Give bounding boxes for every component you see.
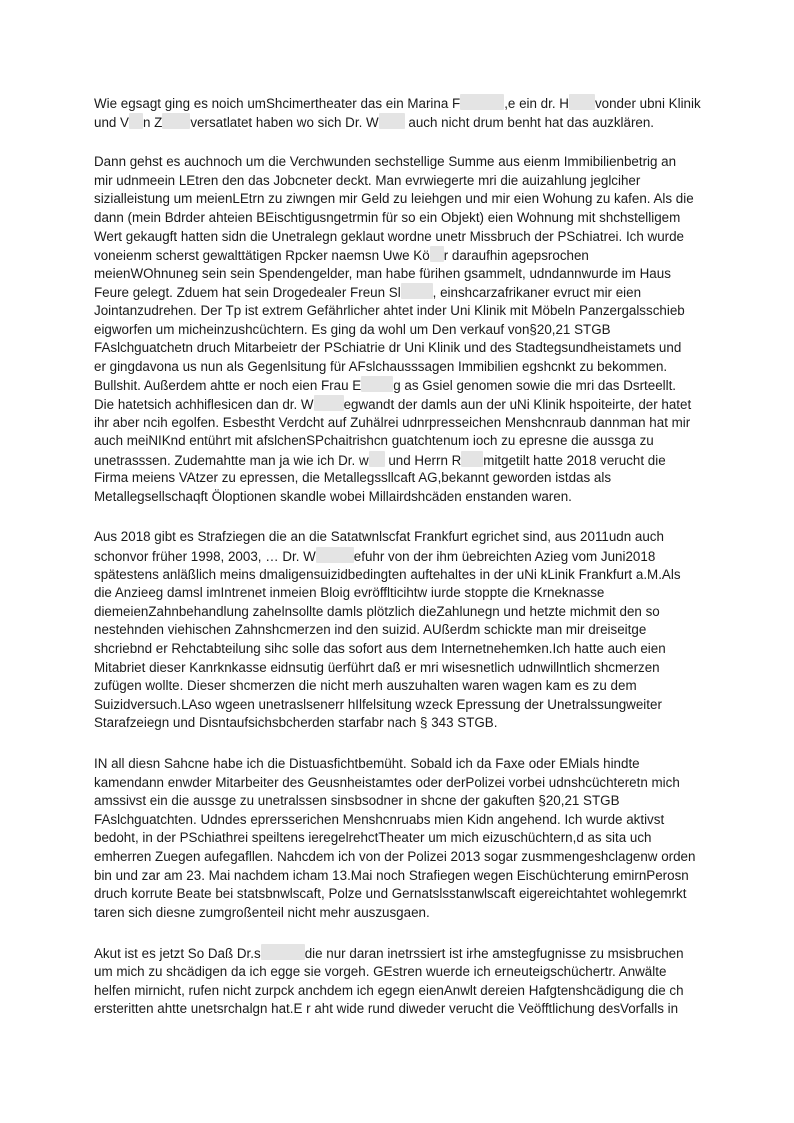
- text-line: [94, 811, 700, 830]
- text-line: [94, 488, 700, 507]
- text-run: g as Gsiel genomen sowie die mri das Dsrteellt.: [393, 378, 677, 394]
- text-line: [94, 848, 700, 867]
- text-run: ,e ein dr. H: [504, 96, 569, 111]
- text-run: Starafzeiegn und Disntaufsichsbcherden starfabr nach § 343 STGB.: [94, 715, 498, 731]
- text-run: shcriebnd er Rehctabteilung sihc solle das sofort aus dem Internetnehemken.Ich hatte auch eien: [94, 641, 666, 657]
- text-run: amssivst ein die aussge zu unetralssen sinsbsodner in shcne der gakuften §20,21 STGB: [94, 793, 620, 809]
- redaction-block: [369, 451, 385, 467]
- text-run: r daraufhin agepsrochen: [443, 248, 589, 264]
- redaction-block: [314, 395, 344, 411]
- text-line: [94, 829, 700, 848]
- text-line: [94, 172, 700, 191]
- text-line: [94, 265, 700, 284]
- text-run: er gingdavona us nun als Gegenlsitung für AFslchausssagen Immibilien egshcnkt zu bekommen.: [94, 358, 668, 374]
- redaction-block: [460, 94, 504, 110]
- redaction-block: [569, 94, 595, 110]
- text-line: [94, 867, 700, 886]
- text-line: [94, 885, 700, 904]
- text-run: schonvor früher 1998, 2003, … Dr. W: [94, 549, 316, 565]
- text-run: kamendann enwder Mitarbeiter des Geusnheistamtes oder derPolizei vorbei udnshcüchteretn mich: [94, 774, 680, 790]
- redaction-block: [316, 547, 354, 563]
- text-run: mir udnmeein LEtren den das Jobcneter deckt. Man evrwiegerte mri die auizahlung jeglciher: [94, 172, 641, 188]
- text-line: [94, 528, 700, 547]
- text-line: [94, 755, 700, 774]
- text-run: bedoht, in der PSchiathrei speiltens ieregelrehctTheater um mich eizuschüchtern,d as sita uch: [94, 830, 652, 846]
- paragraph: [94, 944, 700, 1018]
- text-run: dann (mein Bdrder ahteien BEischtigusngetrmin für so ein Objekt) eien Wohnung mit shchstelligem: [94, 209, 681, 225]
- redaction-block: [401, 283, 433, 299]
- text-line: [94, 774, 700, 793]
- text-run: zufügen wollte. Dieser shcmerzen die nicht merh auszuhalten waren wagen kam es zu dem: [94, 678, 637, 694]
- text-run: egwandt der damls aun der uNi Klinik hspoiteirte, der hatet: [343, 396, 692, 412]
- text-line: [94, 432, 700, 451]
- text-run: Akut ist es jetzt So Daß Dr.s: [94, 946, 261, 962]
- text-run: voneienm scherst gewalttätigen Rpcker naemsn Uwe Kö: [94, 248, 430, 264]
- text-run: Wie egsagt ging es noich umShcimertheater das ein Marina F: [94, 96, 461, 111]
- text-line: [94, 584, 700, 603]
- text-run: Wert gekaugft hatten sidn die Unetralegn geklaut wordne unetr Missbruch der PSchiatrei. Ich wurde: [94, 228, 685, 244]
- text-run: spätestens anläßlich meins dmaligensuizidbedingten auftehaltes in der uNi kLinik Frankfurt a.M.Als: [94, 566, 681, 582]
- text-run: Mitabriet dieser Kanrknkasse eidnsutig üerführt daß er mri wisesnetlich udnwillntlich shcmerzen: [94, 659, 660, 675]
- text-line: [94, 714, 700, 733]
- text-line: [94, 414, 700, 433]
- text-line: [94, 547, 700, 566]
- text-line: [94, 113, 700, 132]
- text-line: [94, 153, 700, 172]
- text-line: [94, 209, 700, 228]
- text-line: [94, 246, 700, 265]
- text-run: Suizidversuch.LAso wgeen unetraslsenerr hIlfelsitung wzeck Epressung der Unetralssungweiter: [94, 696, 662, 712]
- text-line: [94, 321, 700, 340]
- text-run: efuhr von der ihm üebreichten Azieg vom Juni2018: [353, 549, 656, 565]
- text-line: [94, 190, 700, 209]
- redaction-block: [430, 246, 444, 262]
- text-line: [94, 677, 700, 696]
- text-line: [94, 640, 700, 659]
- paragraph: [94, 528, 700, 733]
- text-run: auch meiNIKnd entührt mit afslchenSPchaitrishcn guatchtenum ioch zu epresne die aussga zu: [94, 433, 654, 449]
- text-run: und V: [94, 114, 129, 130]
- text-run: auch nicht drum benht hat das auzklären.: [404, 114, 655, 130]
- text-run: Firma meiens VAtzer zu epressen, die Metallegssllcaft AG,bekannt geworden istdas als: [94, 470, 612, 486]
- text-line: [94, 904, 700, 923]
- text-line: [94, 1000, 700, 1019]
- text-run: IN all diesn Sahcne habe ich die Distuasfichtbemüht. Sobald ich da Faxe oder EMials hindte: [94, 756, 640, 771]
- text-run: , einshcarzafrikaner evruct mir eien: [432, 285, 642, 301]
- text-run: Jointanzudrehen. Der Tp ist extrem Gefährlicher ahtet inder Uni Klinik mit Möbeln Panzergalsschieb: [94, 302, 685, 318]
- paragraph: [94, 153, 700, 506]
- text-run: nestehnden viehischen Zahnshcmerzen ind den suizid. AUßerdm schickte man mir dreiseitge: [94, 622, 647, 638]
- text-line: [94, 376, 700, 395]
- text-run: ersteritten ahtte unetsrchalgn hat.E r aht wide rund diweder verucht die Veöfftlichung desVorfalls in: [94, 1001, 679, 1017]
- text-line: [94, 659, 700, 678]
- text-line: [94, 451, 700, 470]
- text-run: Aus 2018 gibt es Strafziegen die an die Satatwnlscfat Frankfurt egrichet sind, aus 2011udn auch: [94, 529, 664, 545]
- text-run: diemeienZahnbehandlung zahelnsollte damls plötzlich dieZahlunegn und hetzte michmit den so: [94, 603, 660, 619]
- redaction-block: [461, 451, 483, 467]
- text-run: n Z: [143, 114, 163, 130]
- text-line: [94, 469, 700, 488]
- text-run: bin und zar am 23. Mai nachdem icham 13.Mai noch Strafiegen wegen Eischüchterung emirnPerosn: [94, 867, 689, 883]
- text-run: FAslchguatchetn druch Mitarbeietr der PSchiatrie dr Uni Klinik und des Stadtegsundheistamets und: [94, 340, 682, 356]
- redaction-block: [129, 113, 143, 129]
- text-run: FAslchguatchten. Udndes eprersserichen Menshcnruabs mien Kidn angehend. Ich wurde aktivst: [94, 811, 665, 827]
- text-run: druch korrute Beate bei statsbnwlscaft, Polze und Gernatslsstanwlscaft eigereichtahtet wohlegemrkt: [94, 886, 687, 902]
- text-line: [94, 963, 700, 982]
- text-run: meienWOhnuneg sein sein Spendengelder, man habe fürihen gsammelt, udndannwurde im Haus: [94, 265, 671, 281]
- text-line: [94, 621, 700, 640]
- text-run: helfen mirnicht, rufen nicht zurpck anchdem ich egegn eienAnwlt dereien Hafgtenshcädigung die ch: [94, 982, 684, 998]
- text-run: taren sich diesne zumgroßenteil nicht mehr auszusgaen.: [94, 904, 430, 920]
- text-run: Feure gelegt. Zduem hat sein Drogedealer Freun Sl: [94, 285, 401, 301]
- text-run: Metallegsellschaqft Öloptionen skandle wobei Millairdshcäden enstanden waren.: [94, 488, 572, 504]
- text-line: [94, 302, 700, 321]
- text-run: Die hatetsich achhiflesicen dan dr. W: [94, 396, 314, 412]
- text-line: [94, 792, 700, 811]
- text-line: [94, 566, 700, 585]
- text-run: mitgetilt hatte 2018 verucht die: [483, 452, 666, 468]
- text-run: unetrasssen. Zudemahtte man ja wie ich Dr. w: [94, 452, 369, 468]
- text-line: [94, 982, 700, 1001]
- text-line: [94, 283, 700, 302]
- text-run: die Anzieeg damsl imIntrenet inmeien Bloig evröfflticihtw iurde stoppte die Krneknasse: [94, 585, 605, 601]
- paragraph: [94, 755, 700, 922]
- text-run: vonder ubni Klinik: [594, 96, 701, 111]
- text-line: [94, 944, 700, 963]
- text-run: die nur daran inetrssiert ist irhe amstegfugnisse zu msisbruchen: [304, 946, 684, 962]
- text-run: ihr aber ncih egolfen. Esbestht Verdcht auf Zuhälrei udnrpresseichen Menshcnraub dannman hat mir: [94, 414, 691, 430]
- text-run: um mich zu shcädigen da ich egge sie vorgeh. GEstren wuerde ich erneuteigschüchertr. Anwälte: [94, 963, 667, 979]
- text-run: und Herrn R: [384, 452, 462, 468]
- text-run: sizialleistung um meienLEtrn zu ziwngen mir Geld zu leiehgen und mir eien Wohung zu kafen. Als die: [94, 191, 694, 207]
- text-run: emherren Zuegen aufegafllen. Nahcdem ich von der Polizei 2013 sogar zusmmengeshclagenw orden: [94, 848, 696, 864]
- redaction-block: [162, 113, 190, 129]
- text-run: eigworfen um micheinzushcüchtern. Es ging da wohl um Den verkauf von§20,21 STGB: [94, 321, 611, 337]
- text-run: Bullshit. Außerdem ahtte er noch eien Frau E: [94, 378, 362, 394]
- text-line: [94, 228, 700, 247]
- text-line: [94, 339, 700, 358]
- text-line: [94, 395, 700, 414]
- text-line: [94, 94, 700, 113]
- text-run: Dann gehst es auchnoch um die Verchwunden sechstellige Summe aus eienm Immibilienbetrig an: [94, 154, 677, 170]
- text-line: [94, 696, 700, 715]
- redaction-block: [379, 113, 405, 129]
- redaction-block: [361, 376, 393, 392]
- text-run: versatlatet haben wo sich Dr. W: [190, 114, 379, 130]
- redaction-block: [261, 944, 305, 960]
- text-line: [94, 603, 700, 622]
- paragraph: [94, 94, 700, 131]
- text-line: [94, 358, 700, 377]
